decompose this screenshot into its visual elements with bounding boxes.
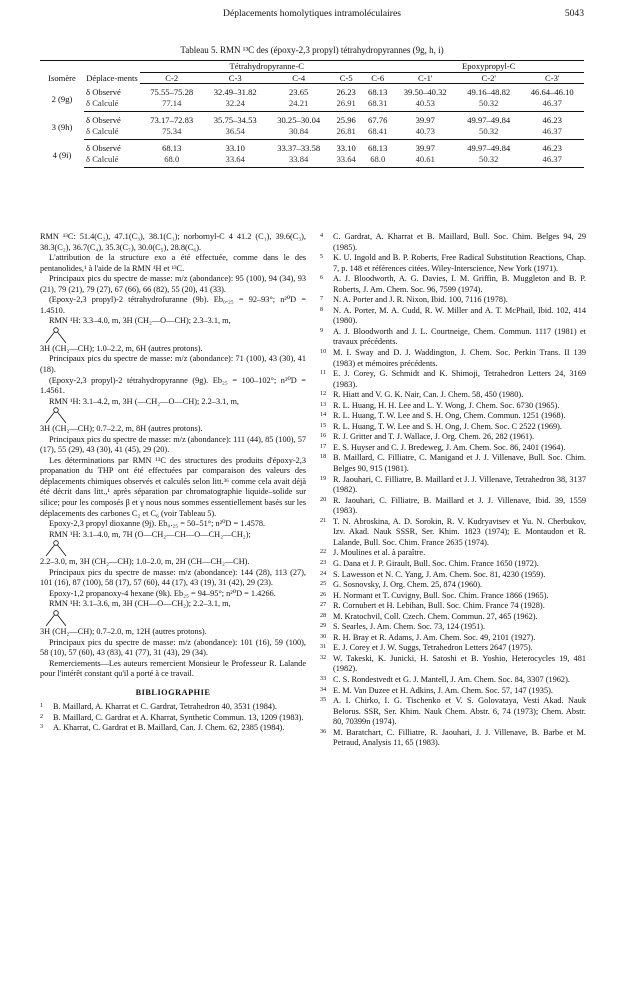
reference-text: R. L. Huang, H. H. Lee and L. Y. Wong, J. Chem. Soc. 6730 (1965). [333,400,560,410]
nmr-h1-9j: RMN ¹H: 3.1–4.0, m, 7H (O—CH₂—CH—O—CH₂—CH₂); [49,529,251,539]
reference-item [320,654,586,675]
reference-item [320,306,586,327]
reference-text: M. Kratochvil, Coll. Czech. Chem. Commun. 27, 465 (1962). [333,611,538,621]
reference-number: 23 [320,558,327,566]
reference-number: 1 [40,702,44,710]
group-tetrahydropyranne: Tétrahydropyranne-C [140,61,394,73]
reference-item [320,601,586,612]
table-cell: 49.16–48.82 [467,87,511,97]
reference-text: M. Baratchart, C. Filliatre, R. Jaouhari, J. J. Villenave, B. Barbe et M. Petraud, Analysis 11, 65 (1983). [333,727,586,748]
table-row [40,140,584,154]
reference-item [320,253,586,274]
reference-number: 25 [320,580,327,588]
table-cell: 50.32 [457,154,520,168]
table-row [40,84,584,98]
reference-item [320,232,586,253]
nmr-h1-9g-cont: 3H (CH₂—CH); 0.7–2.2, m, 8H (autres protons). [40,424,203,434]
reference-item [320,274,586,295]
reference-text: N. A. Porter and J. R. Nixon, Ibid. 100, 7116 (1978). [333,295,508,305]
table-cell: 33.10 [225,143,245,153]
reference-number: 34 [320,685,327,693]
table-cell: 33.64 [203,154,266,168]
nmr-h1-9j-cont: 2.2–3.0, m, 3H (CH₂—CH); 1.0–2.0, m, 2H (CH—CH₂—CH). [40,557,250,567]
reference-number: 15 [320,421,327,429]
reference-text: C. S. Rondestvedt et G. J. Mantell, J. Am. Chem. Soc. 84, 3307 (1962). [333,674,570,684]
left-column [40,232,306,734]
reference-item [320,443,586,454]
reference-text: A. J. Bloodworth and J. L. Courtneige, Chem. Commun. 1117 (1981) et travaux précédents. [333,326,586,347]
reference-number: 11 [320,369,326,377]
reference-item [320,475,586,496]
reference-item [320,686,586,697]
epoxide-ring-icon [40,327,72,344]
table-cell: 35.75–34.53 [213,115,257,125]
column-header: C-6 [362,72,394,84]
table-cell: 32.49–31.82 [213,87,257,97]
reference-text: R. J. Gritter and T. J. Wallace, J. Org. Chem. 26, 282 (1961). [333,432,535,442]
compound-9g-title: (Epoxy-2,3 propyl)-2 tétrahydropyranne (9g). Eb₂₅ = 100–102°; n²⁰D = 1.4561. [40,375,306,396]
reference-number: 19 [320,474,327,482]
reference-number: 27 [320,601,327,609]
table-cell: 33.37–33.58 [277,143,321,153]
reference-text: W. Takeski, K. Junicki, H. Satoshi et B. Yoshio, Heterocycles 19, 481 (1982). [333,653,586,674]
reference-number: 13 [320,400,327,408]
reference-item [40,723,306,734]
reference-item [320,633,586,644]
reference-number: 17 [320,442,327,450]
table-cell: 32.24 [203,98,266,112]
table-cell: 46.37 [520,126,584,140]
shift-type-label: δ Calculé [84,126,140,140]
table-cell: 46.37 [520,98,584,112]
mass-spectrum-9j: Principaux pics du spectre de masse: m/z (abondance): 144 (28), 113 (27), 101 (16), 87 (100), 58 (17), 57 (60), 44 (17), 43 (19), 31 (42), 29 (23). [40,567,306,588]
reference-number: 18 [320,453,327,461]
table-cell: 46.23 [542,143,562,153]
nmr-h1-9b: RMN ¹H: 3.3–4.0, m, 3H (CH₂—O—CH); 2.3–3.1, m, [49,316,231,326]
column-header: C-5 [330,72,362,84]
table-cell: 50.32 [457,98,520,112]
reference-item [320,496,586,517]
reference-number: 8 [320,305,324,313]
reference-text: J. Moulines et al. à paraître. [333,548,426,558]
bibliography-list-left [40,702,306,734]
acknowledgements: Remerciements—Les auteurs remercient Monsieur le Professeur R. Lalande pour l'intérêt constant qu'il a porté à ce travail. [40,658,306,679]
table-cell: 68.13 [368,143,388,153]
table-cell: 26.23 [336,87,356,97]
table-cell: 68.41 [362,126,394,140]
table-row [40,112,584,126]
reference-text: S. Lawesson et N. C. Yang, J. Am. Chem. Soc. 81, 4230 (1959). [333,569,546,579]
group-epoxypropyl: Epoxypropyl-C [394,61,585,73]
reference-text: R. H. Bray et R. Adams, J. Am. Chem. Soc. 49, 2101 (1927). [333,632,536,642]
reference-number: 24 [320,569,327,577]
table-cell: 77.14 [140,98,203,112]
compound-9b-title: (Epoxy-2,3 propyl)-2 tétrahydrofuranne (9b). Eb₀.₂₅ = 92–93°; n²⁰D = 1.4510. [40,295,306,315]
reference-item [320,643,586,654]
determination-paragraph: Les déterminations par RMN ¹³C des structures des produits d'époxy-2,3 propanation du THP ont été effectuées par comparaison des valeurs des déplacements chimiques observés et calculés selon litt.³⁶ comme cela avait déjà été décrit dans litt.,¹ après séparation par chromatographie liquide–solide sur silice; pour les composés β et γ nous nous sommes essentiellement basés sur les déplacements des carbones C₂ et C₆ (voir Tableau 5). [40,455,306,518]
table-row [40,126,584,140]
table-caption: Tableau 5. RMN ¹³C des (époxy-2,3 propyl) tétrahydropyrannes (9g, h, i) [180,45,444,55]
epoxide-ring-icon [40,610,72,627]
reference-text: C. Gardrat, A. Kharrat et B. Maillard, Bull. Soc. Chim. Belges 94, 29 (1985). [333,232,586,252]
table-cell: 68.13 [368,87,388,97]
reference-item [320,453,586,474]
reference-text: A. I. Chirko, I. G. Tischenko et V. S. Golovataya, Vesti Akad. Nauk Belorus. SSR, Ser. Khim. Nauk Chem. Abstr. 6, 74 (1973); Chem. Abstr. 80, 70399n (1974). [333,696,586,727]
reference-number: 28 [320,611,327,619]
epoxide-ring-icon [40,540,72,557]
table-cell: 33.64 [330,154,362,168]
reference-number: 14 [320,411,327,419]
reference-item [320,422,586,433]
reference-number: 3 [40,723,44,731]
bibliography-list-right [320,232,586,749]
column-header: C-1' [394,72,457,84]
table-cell: 40.73 [394,126,457,140]
reference-item [320,411,586,422]
column-header: C-3 [203,72,266,84]
table-cell: 46.37 [520,154,584,168]
reference-number: 12 [320,390,327,398]
reference-text: R. L. Huang, T. W. Lee and S. H. Ong, Chem. Commun. 1251 (1968). [333,411,566,421]
table-cell: 68.13 [162,143,182,153]
table-cell: 24.21 [267,98,330,112]
reference-text: B. Maillard, C. Gardrat et A. Kharrat, Synthetic Commun. 13, 1209 (1983). [53,712,304,722]
table-cell: 67.76 [368,115,388,125]
reference-text: M. I. Sway and D. J. Waddington, J. Chem. Soc. Perkin Trans. II 139 (1983) et mémoires précédents. [333,348,586,368]
isomer-label: 3 (9h) [51,121,73,132]
reference-number: 32 [320,653,327,661]
reference-item [320,591,586,602]
reference-text: G. Dana et J. P. Girault, Bull. Soc. Chim. France 1650 (1972). [333,558,539,568]
table-body [40,84,584,168]
reference-text: B. Maillard, A. Kharrat et C. Gardrat, Tetrahedron 40, 3531 (1984). [53,702,277,712]
column-header: C-2' [457,72,520,84]
table-cell: 33.10 [336,143,356,153]
table-cell: 33.84 [267,154,330,168]
page-number: 5043 [564,8,584,19]
shift-type-label: δ Observé [86,143,121,153]
reference-number: 20 [320,495,327,503]
running-title: Déplacements homolytiques intramoléculaires [223,8,401,19]
bibliography-heading: BIBLIOGRAPHIE [135,687,211,697]
reference-text: R. Hiatt and V. G. K. Nair, Can. J. Chem. 58, 450 (1980). [333,390,524,400]
table-cell: 50.32 [457,126,520,140]
reference-text: E. J. Corey, G. Schmidt and K. Shimoji, Tetrahedron Letters 24, 3169 (1983). [333,369,586,389]
reference-item [320,327,586,348]
reference-text: S. Searles, J. Am. Chem. Soc. 73, 124 (1951). [333,622,486,632]
compound-9j-title: Epoxy-2,3 propyl dioxanne (9j). Eb₀.₂₅ = 50–51°; n²⁰D = 1.4578. [49,519,266,529]
reference-item [320,696,586,728]
reference-text: A. J. Bloodworth, A. G. Davies, I. M. Griffin, B. Muggleton and B. P. Roberts, J. Am. Chem. Soc. 96, 7599 (1974). [333,274,586,294]
reference-text: E. S. Huyser and C. J. Bredeweg, J. Am. Chem. Soc. 86, 2401 (1964). [333,442,566,452]
reference-number: 31 [320,643,327,651]
reference-number: 7 [320,295,324,303]
reference-text: H. Normant et T. Cuvigny, Bull. Soc. Chim. France 1866 (1965). [333,590,549,600]
reference-item [320,295,586,306]
reference-text: R. Jaouhari, C. Filliatre, B. Maillard et J. J. Villenave, Tetrahedron 38, 3137 (1982). [333,474,586,495]
nmr-c13-text: RMN ¹³C: 51.4(C₂), 47.1(C₃), 38.1(C₁); norbornyl-C 4 41.2 (C₁), 39.6(C₃), 38.3(C₂), 36.7(C₄), 35.3(C₇), 30.0(C₅), 28.8(C₆). [40,232,306,252]
nmr-h1-9g: RMN ¹H: 3.1–4.2, m, 3H (—CH₂—O—CH); 2.2–3.1, m, [49,396,239,406]
reference-item [320,675,586,686]
reference-number: 4 [320,232,324,239]
shift-type-label: δ Calculé [84,98,140,112]
table-cell: 39.97 [415,143,435,153]
table-cell: 26.91 [330,98,362,112]
reference-text: T. N. Abroskina, A. D. Sorokin, R. V. Kudryavtsev et Yu. N. Cherbukov, Izv. Akad. Nauk SSSR, Ser. Khim. 1823 (1974); E. Montaudon et R. Lalande, Bull. Soc. Chim. France 2635 (1974). [333,516,586,547]
reference-number: 36 [320,727,327,735]
table-cell: 49.97–49.84 [467,143,511,153]
table-row [40,98,584,112]
reference-item [320,728,586,749]
reference-item [320,517,586,549]
reference-number: 5 [320,253,324,261]
reference-text: R. L. Huang, T. W. Lee and S. H. Ong, J. Chem. Soc. C 2522 (1969). [333,421,562,431]
table-cell: 30.84 [267,126,330,140]
nmr-h1-9b-cont: 3H (CH₂—CH); 1.0–2.2, m, 6H (autres protons). [40,343,203,353]
reference-text: A. Kharrat, C. Gardrat et B. Maillard, Can. J. Chem. 62, 2385 (1984). [53,723,285,733]
isomer-label: 2 (9g) [51,93,73,104]
table-cell: 30.25–30.04 [277,115,321,125]
reference-item [320,570,586,581]
reference-number: 22 [320,548,327,556]
column-header: C-4 [267,72,330,84]
table-cell: 39.50–40.32 [403,87,447,97]
table-cell: 46.64–46.10 [530,87,574,97]
reference-item [320,369,586,390]
reference-text: B. Maillard, C. Filliatre, C. Manigand et J. J. Villenave, Bull. Soc. Chim. Belges 90, 915 (1981). [333,453,586,474]
isomer-label: 4 (9i) [52,149,72,160]
compound-9k-title: Epoxy-1,2 propanoxy-4 hexane (9k). Eb₂₅ = 94–95°; n²⁰D = 1.4266. [49,588,276,598]
shift-type-label: δ Observé [86,86,121,97]
reference-text: G. Sosnovsky, J. Org. Chem. 25, 874 (1960). [333,580,483,590]
nmr-h1-9k: RMN ¹H: 3.1–3.6, m, 3H (CH—O—CH₂); 2.2–3.1, m, [49,599,231,609]
reference-item [320,348,586,369]
table-cell: 40.53 [394,98,457,112]
running-header [40,8,584,22]
shift-type-label: δ Observé [86,115,121,125]
table-cell: 23.65 [289,87,309,97]
mass-spectrum-9g: Principaux pics du spectre de masse: m/z (abondance): 111 (44), 85 (100), 57 (17), 55 (29), 43 (30), 41 (45), 29 (20). [40,434,306,455]
table-cell: 68.0 [362,154,394,168]
table-cell: 46.23 [542,115,562,125]
table-cell: 49.97–49.84 [467,115,511,125]
reference-text: N. A. Porter, M. A. Cudd, R. W. Miller and A. T. McPhail, Ibid. 102, 414 (1980). [333,305,586,326]
mass-spectrum-9k: Principaux pics du spectre de masse: m/z (abondance): 101 (16), 59 (100), 58 (10), 57 (60), 43 (83), 41 (77), 31 (43), 29 (34). [40,637,306,658]
table-cell: 36.54 [203,126,266,140]
table-cell: 39.97 [415,115,435,125]
reference-number: 21 [320,516,327,524]
reference-text: K. U. Ingold and B. P. Roberts, Free Radical Substitution Reactions, Chap. 7, p. 148 et références citées. Wiley-Interscience, New York (1971). [333,253,586,273]
reference-number: 10 [320,348,327,356]
reference-number: 6 [320,274,324,282]
table-cell: 26.81 [330,126,362,140]
reference-item [320,432,586,443]
reference-item [320,580,586,591]
table-cell: 73.17–72.83 [150,115,194,125]
table-row [40,154,584,168]
reference-text: R. Cornubert et H. Lebihan, Bull. Soc. Chim. France 74 (1928). [333,601,545,611]
nmr-h1-9k-cont: 3H (CH₂—CH); 0.7–2.0, m, 12H (autres protons). [40,626,207,636]
col-deplacements: Déplace-ments [84,61,140,84]
reference-number: 35 [320,696,327,704]
reference-item [320,401,586,412]
reference-item [320,548,586,559]
epoxide-ring-icon [40,407,72,424]
reference-text: R. Jaouhari, C. Filliatre, B. Maillard et J. J. Villenave, Ibid. 39, 1559 (1983). [333,495,586,516]
reference-number: 29 [320,622,327,630]
reference-number: 26 [320,590,327,598]
shift-type-label: δ Calculé [84,154,140,168]
right-column [320,232,586,749]
reference-item [320,622,586,633]
reference-number: 2 [40,712,44,720]
reference-item [40,702,306,713]
nmr-table [40,60,584,168]
reference-item [320,390,586,401]
reference-number: 30 [320,632,327,640]
mass-spectrum-text: Principaux pics du spectre de masse: m/z (abondance): 95 (100), 94 (34), 93 (21), 79 (21), 79 (27), 67 (66), 66 (82), 55 (20), 41 (33). [40,274,306,294]
table-cell: 68.31 [362,98,394,112]
column-header: C-2 [140,72,203,84]
reference-item [40,713,306,724]
reference-text: E. J. Corey et J. W. Suggs, Tetrahedron Letters 2647 (1975). [333,643,533,653]
table-cell: 40.61 [394,154,457,168]
reference-item [320,559,586,570]
reference-number: 16 [320,432,327,440]
reference-number: 9 [320,326,324,334]
reference-number: 33 [320,674,327,682]
reference-item [320,612,586,623]
table-cell: 25.96 [336,115,356,125]
column-header: C-3' [520,72,584,84]
table-cell: 75.55–75.28 [150,87,194,97]
mass-spectrum-9b: Principaux pics du spectre de masse: m/z (abondance): 71 (100), 43 (30), 41 (18). [40,354,306,375]
col-isomer: Isomère [40,61,84,84]
table-cell: 68.0 [140,154,203,168]
attribution-text: L'attribution de la structure exo a été effectuée, comme dans le des pentanolides,¹ à l'aide de la RMN ¹H et ¹³C. [40,253,306,273]
reference-text: E. M. Van Duzee et H. Adkins, J. Am. Chem. Soc. 57, 147 (1935). [333,685,553,695]
table-cell: 75.34 [140,126,203,140]
